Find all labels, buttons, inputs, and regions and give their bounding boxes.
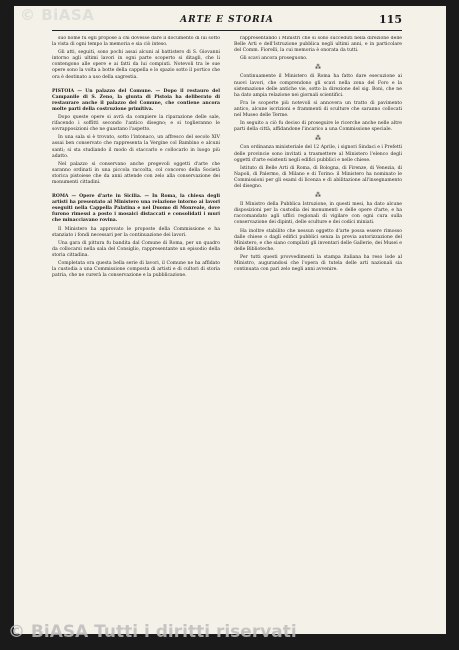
section-paragraph: ROMA — Opere d'arte in Sicilia. — In Roma, la chiesa degli artisti ha presentato al Ministero una relazione intorno ai lavori eseguiti nella Cappella Palatina e nel Duomo di Monreale, dove furono rimessi a posto i mosaici distaccati e consolidati i muri che minacciavano rovina. — [52, 194, 220, 224]
document-page — [14, 6, 446, 634]
paragraph: Il Ministero ha approvato le proposte della Commissione e ha stanziato i fondi necessari per la continuazione dei lavori. — [52, 226, 220, 238]
watermark-top: © BiASA — [20, 6, 95, 24]
paragraph: Per tutti questi provvedimenti la stampa italiana ha reso lode al Ministro, augurandosi che l'opera di tutela delle arti nazionali sia continuata con pari zelo negli anni avvenire. — [234, 254, 402, 273]
paragraph: Continuamente il Ministero di Roma ha fatto dare esecuzione ai nuovi lavori, che comprendono gli scavi nella zona del Foro e la sistemazione delle antiche vie, sotto la direzione del sig. Boni, che ne ha dato ampia relazione nei giornali scientifici. — [234, 74, 402, 98]
paragraph: Nel palazzo si conservano anche pregevoli oggetti d'arte che saranno ordinati in una piccola raccolta, col concorso della Società storica pistoiese che da anni attende con zelo alla conservazione dei monumenti cittadini. — [52, 161, 220, 185]
running-title: ARTE E STORIA — [180, 15, 274, 25]
running-header — [52, 14, 402, 31]
paragraph: Gli atti, seguiti, sono pochi assai alcuni al battistero di S. Giovanni intorno agli ultimi lavori in ogni parte scoperto si ditagli, che li contengono alle opere e ai fatti da lui compiuti. Notevoli tra le sue opere sono la volta a botte della cappella e lo spazio sotto il portico che ora è destinato a uso della sagrestia. — [52, 50, 220, 80]
paragraph: Con ordinanza ministeriale del 12 Aprile, i signori Sindaci e i Prefetti delle provincie sono invitati a trasmettere al Ministero l'elenco degli oggetti d'arte esistenti negli edifici pubblici e nelle chiese. — [234, 145, 402, 163]
paragraph: suo nome fu egli propose a chi dovesse dare il documento di lui sotto la vista di ogni tempo la memoria e sia ciò inteso. — [52, 36, 220, 48]
paragraph: rappresentando i Ministri che si sono succeduti nella direzione delle Belle Arti e dell'Istruzione pubblica negli ultimi anni, e in particolare del Comm. Fiorelli, la cui memoria è onorata da tutti. — [234, 36, 402, 54]
paragraph: Ha inoltre stabilito che nessun oggetto d'arte possa essere rimosso dalle chiese o dagli edifici pubblici senza la previa autorizzazione del Ministero, e che siano compilati gli inventari delle Gallerie, dei Musei e delle Biblioteche. — [234, 228, 402, 252]
section-separator-glyph: ⁂ — [315, 64, 321, 72]
paragraph: Dopo queste opere si avrà da compiere la riparazione delle sale, rifacendo i soffitti secondo l'antico disegno; e si toglieranno le sovrapposizioni che ne guastano l'aspetto. — [52, 115, 220, 133]
paragraph: Una gara di pittura fu bandita dal Comune di Roma, per un quadro da collocarsi nella sala del Consiglio, rappresentante un episodio della storia cittadina. — [52, 240, 220, 258]
paragraph: Istituto di Belle Arti di Roma, di Bologna, di Firenze, di Venezia, di Napoli, di Palermo, di Milano e di Torino: il Ministero ha nominato le Commissioni per gli esami di licenza e di abilitazione all'insegnamento del disegno. — [234, 165, 402, 189]
paragraph: Il Ministro della Pubblica Istruzione, in questi mesi, ha dato alcune disposizioni per la custodia dei monumenti e delle opere d'arte, e ha raccomandato agli uffici regionali di vigilare con ogni cura sulla conservazione dei dipinti, delle sculture e dei codici miniati. — [234, 202, 402, 226]
section-paragraph: PISTOIA — Un palazzo del Comune. — Dopo il restauro del Campanile di S. Zeno, la giunta di Pistoia ha deliberato di restaurare anche il palazzo del Comune, che contiene ancora molte parti della costruzione primitiva. — [52, 88, 220, 112]
section-separator-glyph: ⁂ — [315, 192, 321, 200]
paragraph: In una sala si è trovato, sotto l'intonaco, un affresco del secolo XIV assai ben conservato che rappresenta la Vergine col Bambino e alcuni santi; si sta studiando il modo di staccarlo e collocarlo in luogo più adatto. — [52, 135, 220, 159]
section-separator-glyph: ⁂ — [315, 135, 321, 143]
paragraph: Fra le scoperte più notevoli si annovera un tratto di pavimento antico, alcune iscrizioni e frammenti di sculture che saranno collocati nel Museo delle Terme. — [234, 100, 402, 119]
paragraph: Completata ora questa bella serie di lavori, il Comune ne ha affidato la custodia a una Commissione composta di artisti e di cultori di storia patria, che ne curerà la conservazione e la pubblicazione. — [52, 261, 220, 279]
right-text-column — [234, 36, 402, 614]
watermark-bottom: © BiASA Tutti i diritti riservati — [8, 622, 297, 642]
page-number: 115 — [379, 13, 402, 26]
paragraph: In seguito a ciò fu deciso di proseguire le ricerche anche nelle altre parti della città, affidandone l'incarico a una Commissione speciale. — [234, 121, 402, 133]
left-text-column — [52, 36, 220, 614]
paragraph: Gli scavi ancora proseguono. — [240, 56, 308, 62]
